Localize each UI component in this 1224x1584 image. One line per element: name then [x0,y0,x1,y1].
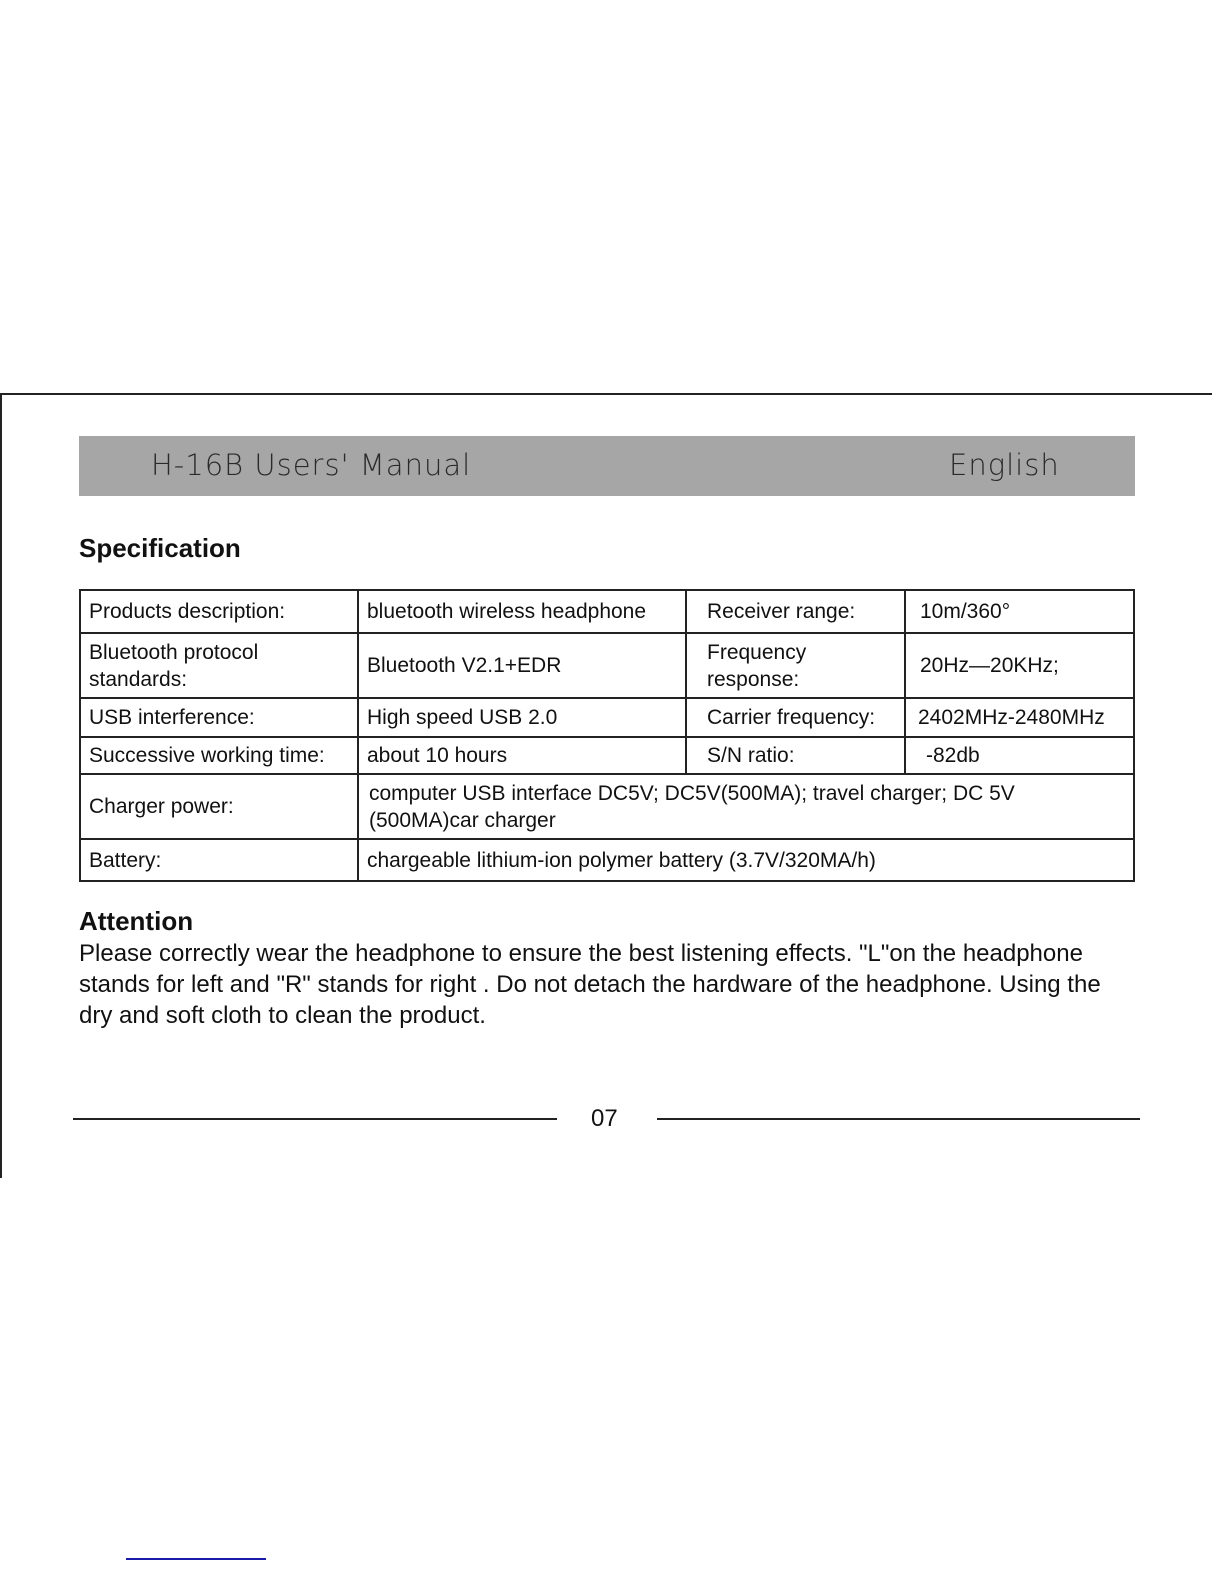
manual-title: H-16B Users' Manual [151,448,472,482]
table-row [80,633,1134,698]
footer-divider-left [73,1118,557,1120]
spec-label: USB interference: [80,698,358,737]
spec-value: 20Hz—20KHz; [905,633,1134,698]
spec-label: Battery: [80,839,358,881]
spec-label: Receiver range: [686,590,905,633]
spec-label: Products description: [80,590,358,633]
specification-heading: Specification [79,533,241,563]
footer-divider-right [657,1118,1140,1120]
manual-header-bar [79,436,1135,496]
spec-value: 10m/360° [905,590,1134,633]
table-row [80,839,1134,881]
spec-value: about 10 hours [358,737,686,774]
page-border-top [0,393,1212,395]
spec-label: Frequency response: [686,633,905,698]
spec-value: Bluetooth V2.1+EDR [358,633,686,698]
spec-value: chargeable lithium-ion polymer battery (3.7V/320MA/h) [358,839,1134,881]
attention-text: Please correctly wear the headphone to ensure the best listening effects. "L"on the headphone stands for left and "R" stands for right . Do not detach the hardware of the headphone. Using the dry and soft cloth to clean the product. [79,940,1101,1029]
page-border-left [0,393,2,1178]
spec-value: computer USB interface DC5V; DC5V(500MA); travel charger; DC 5V (500MA)car charger [358,774,1134,839]
spec-value: High speed USB 2.0 [358,698,686,737]
spec-value: 2402MHz-2480MHz [905,698,1134,737]
table-row [80,737,1134,774]
spec-label: Carrier frequency: [686,698,905,737]
language-label: English [949,448,1060,482]
spec-label: S/N ratio: [686,737,905,774]
spec-value: -82db [905,737,1134,774]
link-underline [126,1558,266,1560]
table-row [80,774,1134,839]
spec-label: Charger power: [80,774,358,839]
page-number: 07 [591,1105,618,1132]
specification-table [79,589,1135,882]
spec-label: Successive working time: [80,737,358,774]
table-row [80,698,1134,737]
spec-value: bluetooth wireless headphone [358,590,686,633]
table-row [80,590,1134,633]
attention-heading: Attention [79,906,194,936]
spec-label: Bluetooth protocol standards: [80,633,358,698]
